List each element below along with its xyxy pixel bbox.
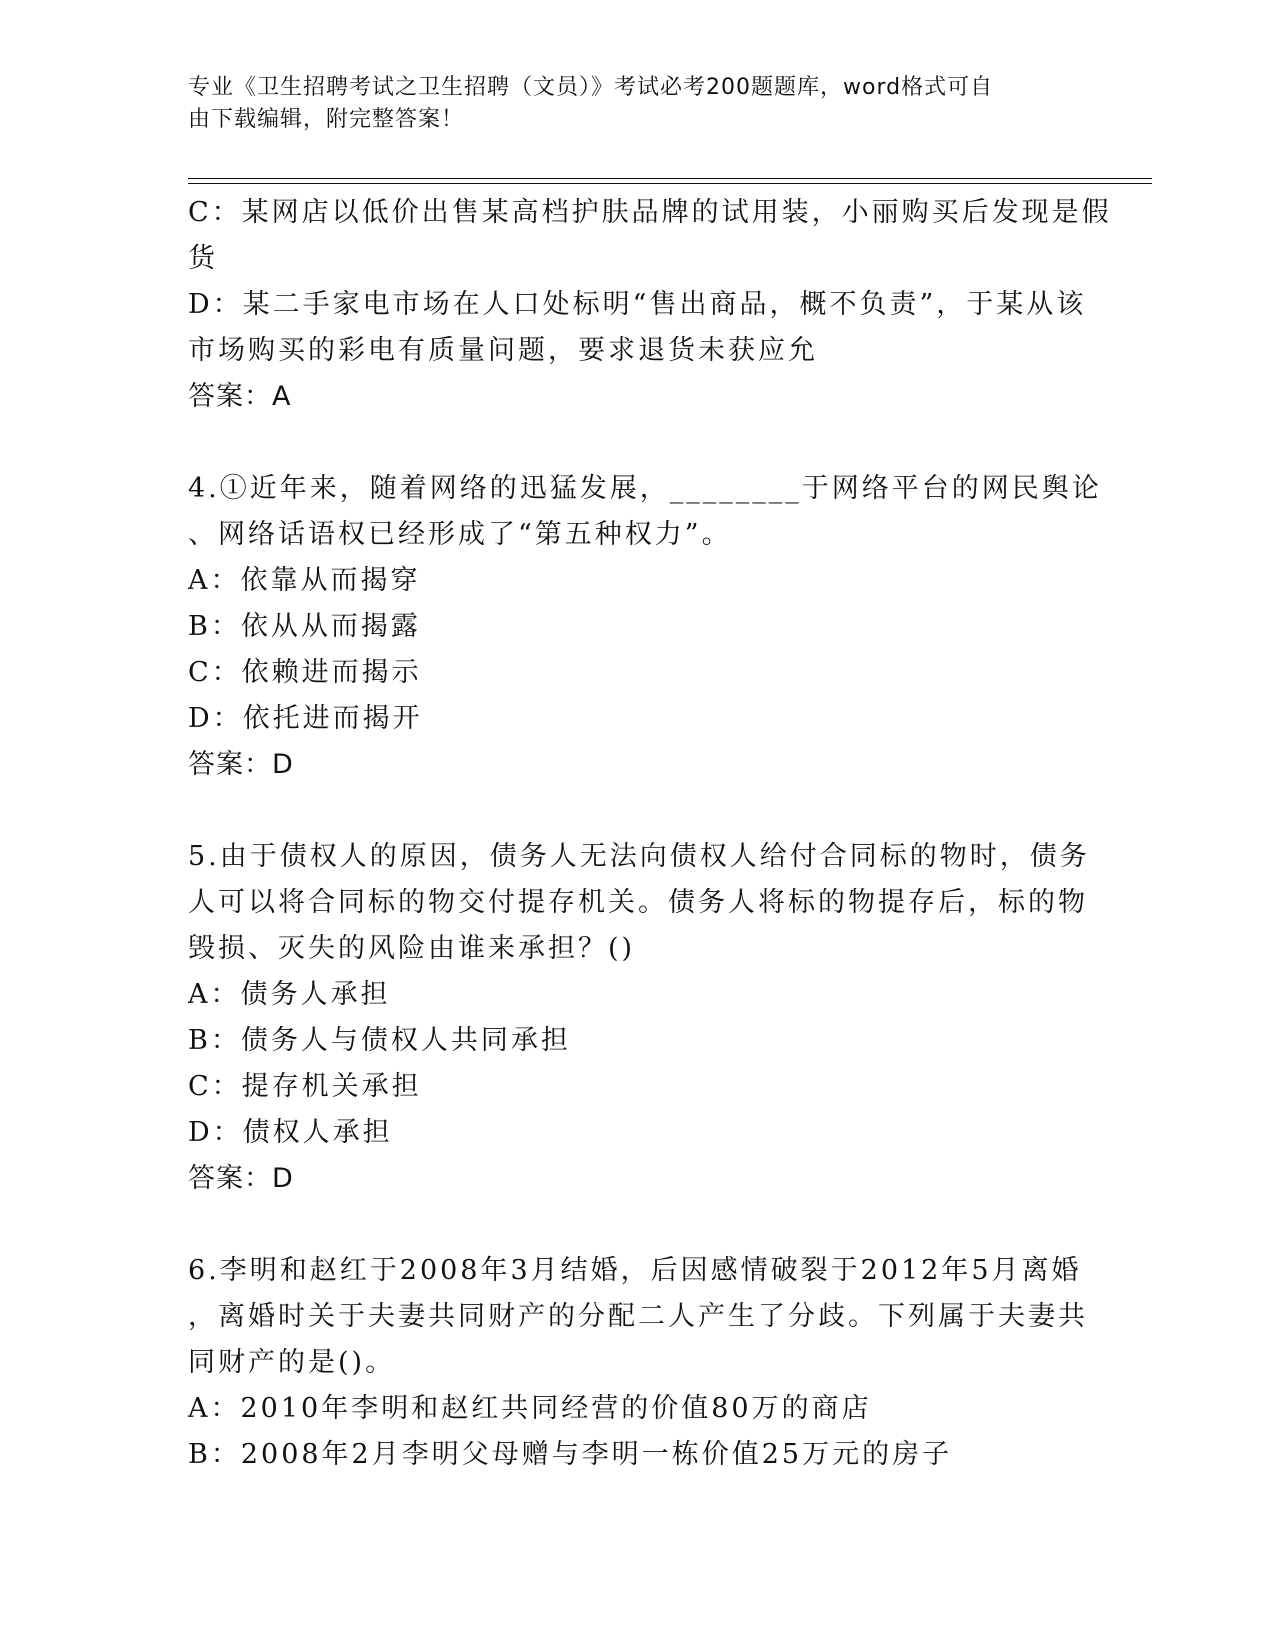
document-header — [188, 72, 1068, 136]
question-stem-line-2: 人可以将合同标的物交付提存机关。债务人将标的物提存后，标的物 — [188, 887, 1088, 918]
question-5 — [188, 834, 1088, 1202]
option-d: D：债权人承担 — [188, 1117, 393, 1148]
question-stem-line-1: 6.李明和赵红于2008年3月结婚，后因感情破裂于2012年5月离婚 — [188, 1255, 1082, 1286]
answer-label: 答案：D — [188, 749, 294, 780]
option-c-line-2: 货 — [188, 243, 218, 274]
option-d: D：依托进而揭开 — [188, 703, 423, 734]
option-d-line-1: D：某二手家电市场在人口处标明“售出商品，概不负责”，于某从该 — [188, 289, 1087, 320]
question-spacer — [188, 420, 1088, 466]
question-spacer — [188, 1202, 1088, 1248]
header-line-2: 由下载编辑，附完整答案！ — [188, 107, 465, 132]
question-spacer — [188, 788, 1088, 834]
option-c: C：提存机关承担 — [188, 1071, 422, 1102]
answer-label: 答案：D — [188, 1163, 294, 1194]
question-stem-line-3: 同财产的是()。 — [188, 1347, 396, 1378]
question-stem-line-3: 毁损、灭失的风险由谁来承担？() — [188, 933, 636, 964]
question-stem-line-1: 4.①近年来，随着网络的迅猛发展，________于网络平台的网民舆论 — [188, 473, 1102, 504]
option-a: A：2010年李明和赵红共同经营的价值80万的商店 — [188, 1393, 872, 1424]
answer-label: 答案：A — [188, 381, 292, 412]
question-3-tail — [188, 190, 1112, 420]
header-rule-bottom — [188, 183, 1152, 184]
option-d-line-2: 市场购买的彩电有质量问题，要求退货未获应允 — [188, 335, 818, 366]
question-6 — [188, 1248, 1088, 1478]
option-b: B：债务人与债权人共同承担 — [188, 1025, 571, 1056]
option-a: A：债务人承担 — [188, 979, 391, 1010]
question-4 — [188, 466, 1102, 788]
question-stem-line-2: ，离婚时关于夫妻共同财产的分配二人产生了分歧。下列属于夫妻共 — [188, 1301, 1088, 1332]
question-stem-line-1: 5.由于债权人的原因，债务人无法向债权人给付合同标的物时，债务 — [188, 841, 1090, 872]
header-rule-top — [188, 178, 1152, 179]
question-content — [188, 190, 1112, 1478]
option-b: B：依从从而揭露 — [188, 611, 421, 642]
option-c-line-1: C：某网店以低价出售某高档护肤品牌的试用装，小丽购买后发现是假 — [188, 197, 1112, 228]
question-stem-line-2: 、网络话语权已经形成了“第五种权力”。 — [188, 519, 732, 550]
option-a: A：依靠从而揭穿 — [188, 565, 421, 596]
header-line-1: 专业《卫生招聘考试之卫生招聘（文员）》考试必考200题题库，word格式可自 — [188, 75, 994, 100]
option-c: C：依赖进而揭示 — [188, 657, 422, 688]
option-b: B：2008年2月李明父母赠与李明一栋价值25万元的房子 — [188, 1439, 953, 1470]
